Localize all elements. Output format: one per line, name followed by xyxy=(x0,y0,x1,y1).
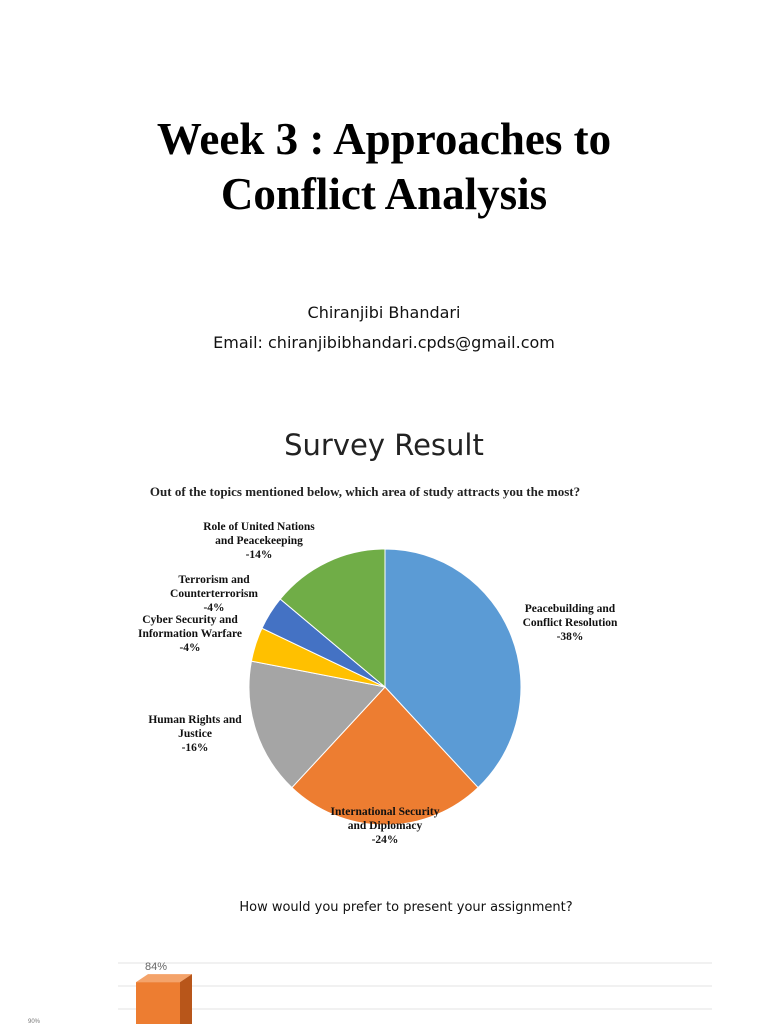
pie-label-line: and Diplomacy xyxy=(347,820,423,832)
pie-label-line: International Security xyxy=(330,806,440,818)
pie-label-line: Terrorism and xyxy=(178,574,250,586)
pie-label-line: Human Rights and xyxy=(148,714,242,726)
bar-axis-tick: 90% xyxy=(28,1019,41,1024)
pie-label-line: Counterterrorism xyxy=(170,588,258,600)
pie-label-line: -4% xyxy=(179,642,201,654)
pie-label-line: -24% xyxy=(371,834,399,846)
pie-label-line: Justice xyxy=(178,728,212,740)
pie-question: Out of the topics mentioned below, which area of study attracts you the most? xyxy=(149,484,581,499)
pie-label-line: Peacebuilding and xyxy=(524,603,616,615)
pie-label-line: -38% xyxy=(556,631,584,643)
pie-label-line: Information Warfare xyxy=(137,628,243,640)
pie-label-line: -16% xyxy=(181,742,209,754)
bar-question: How would you prefer to present your assignment? xyxy=(239,900,573,915)
bar-0 xyxy=(136,982,180,1024)
pie-label-line: -4% xyxy=(203,602,225,614)
pie-label-line: -14% xyxy=(245,549,273,561)
bar-side-0 xyxy=(180,974,192,1024)
pie-label-line: Conflict Resolution xyxy=(522,617,618,629)
survey-title: Survey Result xyxy=(284,428,484,462)
pie-label-line: and Peacekeeping xyxy=(215,535,303,547)
author-email: Email: chiranjibibhandari.cpds@gmail.com xyxy=(213,333,555,352)
pie-label-line: Role of United Nations xyxy=(203,521,315,533)
author-name: Chiranjibi Bhandari xyxy=(307,303,461,322)
bar-label-0: 84% xyxy=(144,961,168,974)
title-line-2: Conflict Analysis xyxy=(220,169,548,219)
pie-label-line: Cyber Security and xyxy=(142,614,238,626)
title-line-1: Week 3 : Approaches to xyxy=(156,114,612,164)
